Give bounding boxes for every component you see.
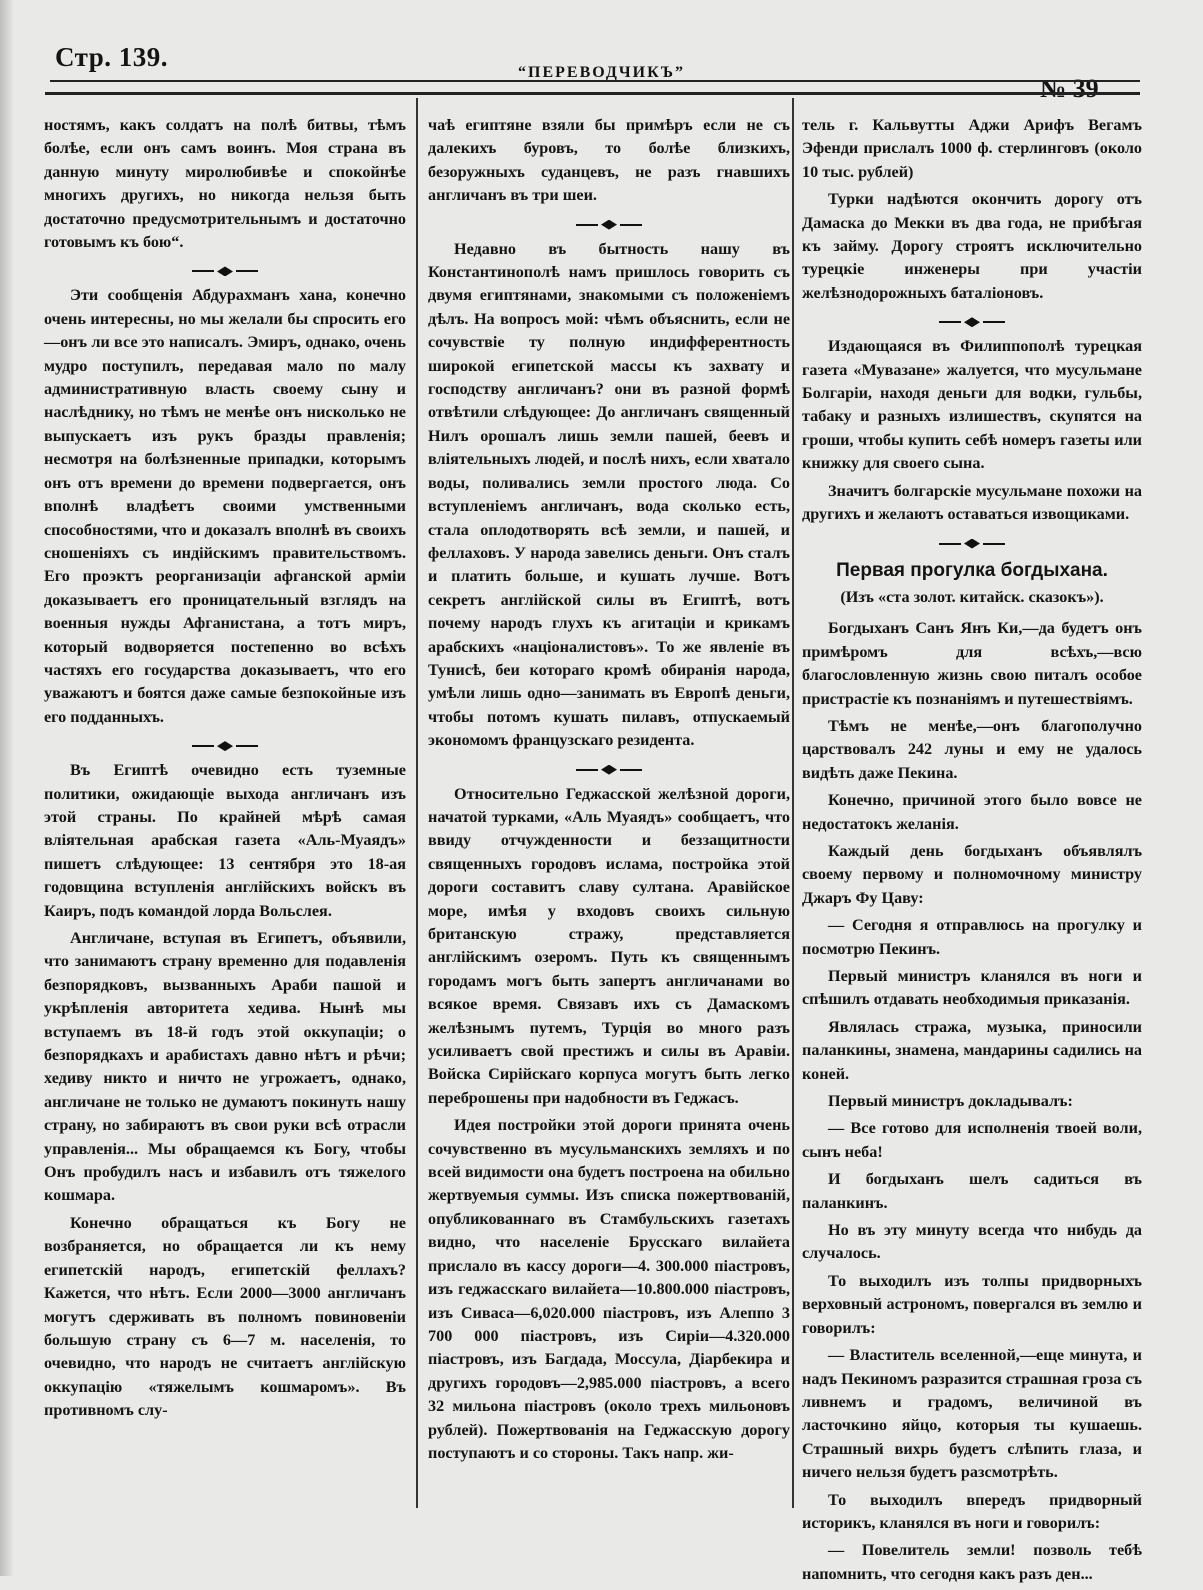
paragraph: ностямъ, какъ солдатъ на полѣ битвы, тѣмъ болѣе, если онъ самъ воинъ. Моя страна въ данную минуту миролюбивѣе и спокойнѣе многихъ другихъ, но никогда нельзя быть достаточно предусмотрительнымъ и достаточно готовымъ къ бою“. (44, 116, 406, 252)
page-number: Стр. 139. (55, 42, 169, 72)
column-divider (792, 98, 794, 1508)
paragraph: И богдыханъ шелъ садиться въ паланкинъ. (802, 1170, 1142, 1212)
paragraph: Каждый день богдыханъ объявлялъ своему первому и полномочному министру Джаръ Фу Цаву: (802, 841, 1142, 907)
diamond-ornament-icon (217, 266, 233, 276)
paragraph: Идея постройки этой дороги принята очень сочувственно въ мусульманскихъ земляхъ и по всей видимости она будетъ построена на обильно жертвуемыя суммы. Изъ списка пожертвованій, опубликованнаго въ Стамбульскихъ газетахъ видно, что населеніе Брусскаго вилайета прислало въ кассу дороги—4. 300.000 піастровъ, изъ геджасскаго вилайета—10.800.000 піастровъ, изъ Сиваса—6,020.000 піастровъ, изъ Алеппо 3 700 000 піастровъ, изъ Сиріи—4.320.000 піастровъ, изъ Багдада, Моссула, Діарбекира и другихъ городовъ—2,985.000 піастровъ, а всего 32 мильона піастровъ (около трехъ мильоновъ рублей). Пожертвованія на Геджасскую дорогу поступаютъ и со стороны. Такъ напр. жи- (428, 1116, 790, 1462)
page-edge-shadow (0, 0, 14, 1576)
paragraph: чаѣ египтяне взяли бы примѣръ если не съ далекихъ буровъ, то болѣе близкихъ, безоружныхъ суданцевъ, не разъ гнавшихъ англичанъ въ три шеи. (428, 116, 790, 205)
diamond-ornament-icon (217, 741, 233, 751)
paragraph: Являлась стража, музыка, приносили паланкины, знамена, мандарины садились на коней. (802, 1017, 1142, 1083)
paragraph: Значитъ болгарскіе мусульмане похожи на другихъ и желаютъ оставаться извощиками. (802, 481, 1142, 524)
divider-dash (236, 745, 258, 747)
paragraph: Первый министръ кланялся въ ноги и спѣшилъ отдавать необходимыя приказанія. (802, 967, 1142, 1009)
divider-dash (192, 745, 214, 747)
paragraph: Богдыханъ Санъ Янъ Ки,—да будетъ онъ примѣромъ для всѣхъ,—всю благословленную жизнь свою питалъ особое пристрастіе къ познаніямъ и путешествіямъ. (802, 619, 1142, 708)
paragraph: — Все готово для исполненія твоей воли, сынъ неба! (802, 1119, 1142, 1161)
header-rule (45, 92, 1140, 95)
diamond-ornament-icon (964, 539, 980, 549)
section-divider (802, 309, 1142, 335)
paragraph: Но въ эту минуту всегда что нибудь да случалось. (802, 1221, 1142, 1263)
divider-dash (939, 543, 961, 545)
paragraph: Первый министръ докладывалъ: (828, 1092, 1073, 1111)
paragraph: — Властитель вселенной,—еще минута, и надъ Пекиномъ разразится страшная гроза съ ливнемъ и градомъ, величиной въ ласточкино яйцо, которыя ты кушаешь. Страшный вихрь будетъ слѣпить глаза, и ничего нельзя будетъ разсмотрѣть. (802, 1346, 1142, 1482)
issue-number: № 39 (1040, 74, 1099, 103)
paragraph: — Повелитель земли! позволь тебѣ напомнить, что сегодня какъ разъ ден... (802, 1541, 1142, 1583)
divider-dash (576, 769, 598, 771)
paragraph: Издающаяся въ Филиппополѣ турецкая газета «Мувазане» жалуется, что мусульмане Болгаріи, находя деньги для водки, гульбы, табаку и разныхъ излишествъ, скупятся на гроши, чтобы купить себѣ номеръ газеты или книжку для своего сына. (802, 337, 1142, 473)
section-divider (428, 757, 790, 783)
paragraph: Въ Египтѣ очевидно есть туземные политики, ожидающіе выхода англичанъ изъ этой страны. По крайней мѣрѣ самая вліятельная арабская газета «Аль-Муаядъ» пишетъ слѣдующее: 13 сентября это 18-ая годовщина вступленія англійскихъ войскъ въ Каиръ, подъ командой лорда Вольслея. (44, 761, 406, 920)
article-subtitle: (Изъ «ста золот. китайск. сказокъ»). (840, 587, 1104, 606)
divider-dash (620, 769, 642, 771)
paragraph: Недавно въ бытность нашу въ Константинополѣ намъ пришлось говорить съ двумя египтянами, знакомыми съ положеніемъ дѣлъ. На вопросъ мой: чѣмъ объяснить, если не сочувствіе ту полную индифферентность широкой египетской массы къ захвату и господству англичанъ? они въ разной формѣ отвѣтили слѣдующее: До англичанъ священный Нилъ орошалъ лишь земли пашей, беевъ и вліятельныхъ людей, и послѣ нихъ, если хватало воды, поливались земли простого люда. Со вступленіемъ англичанъ, вода сколько есть, стала оплодотворять всѣ земли, и пашей, и феллаховъ. У народа завелись деньги. Онъ сталъ и платить больше, и кушать лучше. Вотъ секретъ англійской силы въ Египтѣ, вотъ почему народъ глухъ къ агитаціи и крикамъ арабскихъ «націоналистовъ». То же явленіе въ Тунисѣ, беи котораго кромѣ обиранія народа, умѣли лишь одно—занимать въ Европѣ деньги, чтобы потомъ кушать пилавъ, отпускаемый экономомъ французскаго резидента. (428, 239, 790, 750)
divider-dash (236, 270, 258, 272)
header-rule (50, 80, 1140, 82)
section-divider (44, 258, 406, 284)
column-divider (416, 98, 418, 1508)
column-2 (428, 114, 790, 1469)
diamond-ornament-icon (964, 317, 980, 327)
column-3 (802, 114, 1142, 1590)
diamond-ornament-icon (601, 220, 617, 230)
paragraph: тель г. Кальвутты Аджи Арифъ Вегамъ Эфенди прислалъ 1000 ф. стерлинговъ (около 10 тыс. рублей) (802, 116, 1142, 181)
newspaper-title: “ПЕРЕВОДЧИКЪ” (518, 64, 685, 81)
divider-dash (192, 270, 214, 272)
section-divider (44, 733, 406, 759)
divider-dash (983, 543, 1005, 545)
divider-dash (620, 224, 642, 226)
divider-dash (983, 321, 1005, 323)
section-divider (802, 531, 1142, 557)
paragraph: Конечно, причиной этого было вовсе не недостатокъ желанія. (802, 791, 1142, 833)
paragraph: Конечно обращаться къ Богу не возбраняется, но обращается ли къ нему египетскій народъ, египетскій феллахъ? Кажется, что нѣтъ. Если 2000—3000 англичанъ могутъ сдерживать въ полномъ повиновеніи большую страну съ 6—7 м. населенія, то очевидно, что народъ не считаетъ англійскую оккупацію «тяжелымъ кошмаромъ». Въ противномъ слу- (44, 1213, 406, 1420)
paragraph: — Сегодня я отправлюсь на прогулку и посмотрю Пекинъ. (802, 916, 1142, 958)
divider-dash (939, 321, 961, 323)
paragraph: То выходилъ впередъ придворный историкъ, кланялся въ ноги и говорилъ: (802, 1490, 1142, 1532)
section-divider (428, 212, 790, 238)
paragraph: Тѣмъ не менѣе,—онъ благополучно царствовалъ 242 луны и ему не удалось видѣть даже Пекина. (802, 716, 1142, 782)
diamond-ornament-icon (601, 765, 617, 775)
paragraph: Эти сообщенія Абдурахманъ хана, конечно очень интересны, но мы желали бы спросить его—онъ ли все это написалъ. Эмиръ, однако, очень мудро поступилъ, передавая мало по малу административную власть своему сыну и наслѣднику, но тѣмъ не менѣе онъ нисколько не выпускаетъ изъ рукъ бразды правленія; несмотря на болѣзненные припадки, которымъ онъ отъ времени до времени подвергается, онъ вполнѣ владѣетъ своими умственными способностями, что и доказалъ вполнѣ въ своихъ сношеніяхъ съ индійскимъ правительствомъ. Его проэктъ реорганизаціи афганской арміи доказываетъ его проницательный взглядъ на военныя нужды Афганистана, а тотъ миръ, который водворяется постепенно во всѣхъ частяхъ его государства доказываетъ, что его уважаютъ и боятся даже самые безпокойные изъ его подданныхъ. (44, 286, 406, 726)
paragraph: Англичане, вступая въ Египетъ, объявили, что занимаютъ страну временно для подавленія безпорядковъ, вызванныхъ Араби пашой и укрѣпленія авторитета хедива. Нынѣ мы вступаемъ въ 18-й годъ этой оккупаціи; о безпорядкахъ и арабистахъ давно нѣтъ и рѣчи; хедиву никто и ничто не угрожаетъ, однако, англичане не только не думаютъ покинуть нашу страну, но забираютъ въ свои руки всѣ отрасли управленія... Мы обращаемся къ Богу, чтобы Онъ пробудилъ насъ и избавилъ отъ тяжелого кошмара. (44, 929, 406, 1205)
paragraph: Турки надѣются окончить дорогу отъ Дамаска до Мекки въ два года, не прибѣгая къ займу. Дорогу строятъ исключительно турецкіе инженеры при участіи желѣзнодорожныхъ баталіоновъ. (802, 190, 1142, 302)
paragraph: То выходилъ изъ толпы придворныхъ верховный астрономъ, повергался въ землю и говорилъ: (802, 1271, 1142, 1337)
column-1 (44, 114, 406, 1427)
article-title: Первая прогулка богдыхана. (836, 559, 1108, 581)
divider-dash (576, 224, 598, 226)
paragraph: Относительно Геджасской желѣзной дороги, начатой турками, «Аль Муаядъ» сообщаетъ, что ввиду отчужденности и беззащитности священныхъ городовъ ислама, постройка этой дороги составитъ славу султана. Аравійское море, имѣя у входовъ своихъ сильную британскую стражу, представляется англійскимъ озеромъ. Путь къ священнымъ городамъ могъ быть запертъ англичанами во всякое время. Связавъ ихъ съ Дамаскомъ желѣзнымъ путемъ, Турція во много разъ усиливаетъ свой престижъ и силы въ Аравіи. Войска Сирійскаго корпуса могутъ быть легко переброшены при надобности въ Геджасъ. (428, 784, 790, 1107)
